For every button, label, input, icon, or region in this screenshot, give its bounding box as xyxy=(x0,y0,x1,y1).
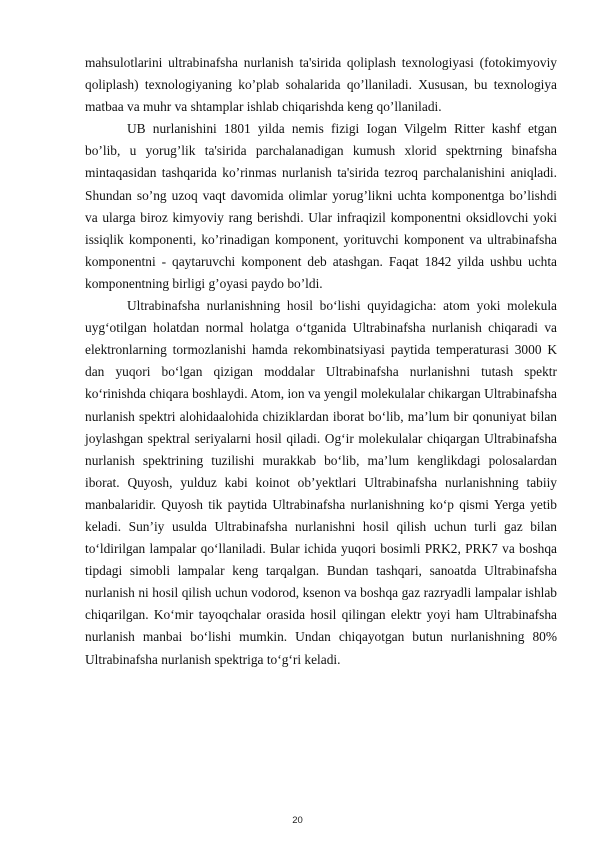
paragraph-continuation: mahsulotlarini ultrabinafsha nurlanish ta'sirida qoliplash texnologiyasi (fotokimyoviy qoliplash) texnologiyaning ko’plab sohalarida qo’llaniladi. Xususan, bu texnologiya matbaa va muhr va shtamplar ishlab chiqarishda keng qo’llaniladi. xyxy=(85,55,557,115)
paragraph-uv-discovery: UB nurlanishini 1801 yilda nemis fizigi Iogan Vilgelm Ritter kashf etgan bo’lib, u yorug’lik ta'sirida parchalanadigan kumush xlorid spektrning binafsha mintaqasidan tashqarida ko’rinmas nurlanish ta'sirida tezroq parchalanishini aniqladi. Shundan so’ng uzoq vaqt davomida olimlar yorug’likni uchta komponentga bo’lishdi va ularga biroz kimyoviy rang berishdi. Ular infraqizil komponentni oksidlovchi yoki issiqlik komponenti, ko’rinadigan komponent, yorituvchi komponent va ultrabinafsha komponentni - qaytaruvchi komponent deb atashgan. Faqat 1842 yilda ushbu uchta komponentning birligi g’oyasi paydo bo’ldi. xyxy=(85,121,557,291)
document-body xyxy=(85,52,557,671)
paragraph-uv-sources: Ultrabinafsha nurlanishning hosil bo‘lishi quyidagicha: atom yoki molekula uyg‘otilgan holatdan normal holatga o‘tganida Ultrabinafsha nurlanish chiqaradi va elektronlarning tormozlanishi hamda rekombinatsiyasi paytida temperaturasi 3000 K dan yuqori bo‘lgan qizigan moddalar Ultrabinafsha nurlanishni tutash spektr ko‘rinishda chiqara boshlaydi. Atom, ion va yengil molekulalar chikargan Ultrabinafsha nurlanish spektri alohidaalohida chiziklardan iborat bo‘lib, ma’lum bir qonuniyat bilan joylashgan spektral seriyalarni hosil qiladi. Og‘ir molekulalar chiqargan Ultrabinafsha nurlanish spektrining tuzilishi murakkab bo‘lib, ma’lum kenglikdagi polosalardan iborat. Quyosh, yulduz kabi koinot ob’yektlari Ultrabinafsha nurlanishning tabiiy manbalaridir. Quyosh tik paytida Ultrabinafsha nurlanishning ko‘p qismi Yerga yetib keladi. Sun’iy usulda Ultrabinafsha nurlanishni hosil qilish uchun turli gaz bilan to‘ldirilgan lampalar qo‘llaniladi. Bular ichida yuqori bosimli PRK2, PRK7 va boshqa tipdagi simobli lampalar keng tarqalgan. Bundan tashqari, sanoatda Ultrabinafsha nurlanish ni hosil qilish uchun vodorod, ksenon va boshqa gaz razryadli lampalar ishlab chiqarilgan. Ko‘mir tayoqchalar orasida hosil qilingan elektr yoyi ham Ultrabinafsha nurlanish manbai bo‘lishi mumkin. Undan chiqayotgan butun nurlanishning 80% Ultrabinafsha nurlanish spektriga to‘g‘ri keladi. xyxy=(85,298,557,667)
page-number: 20 xyxy=(292,815,303,826)
